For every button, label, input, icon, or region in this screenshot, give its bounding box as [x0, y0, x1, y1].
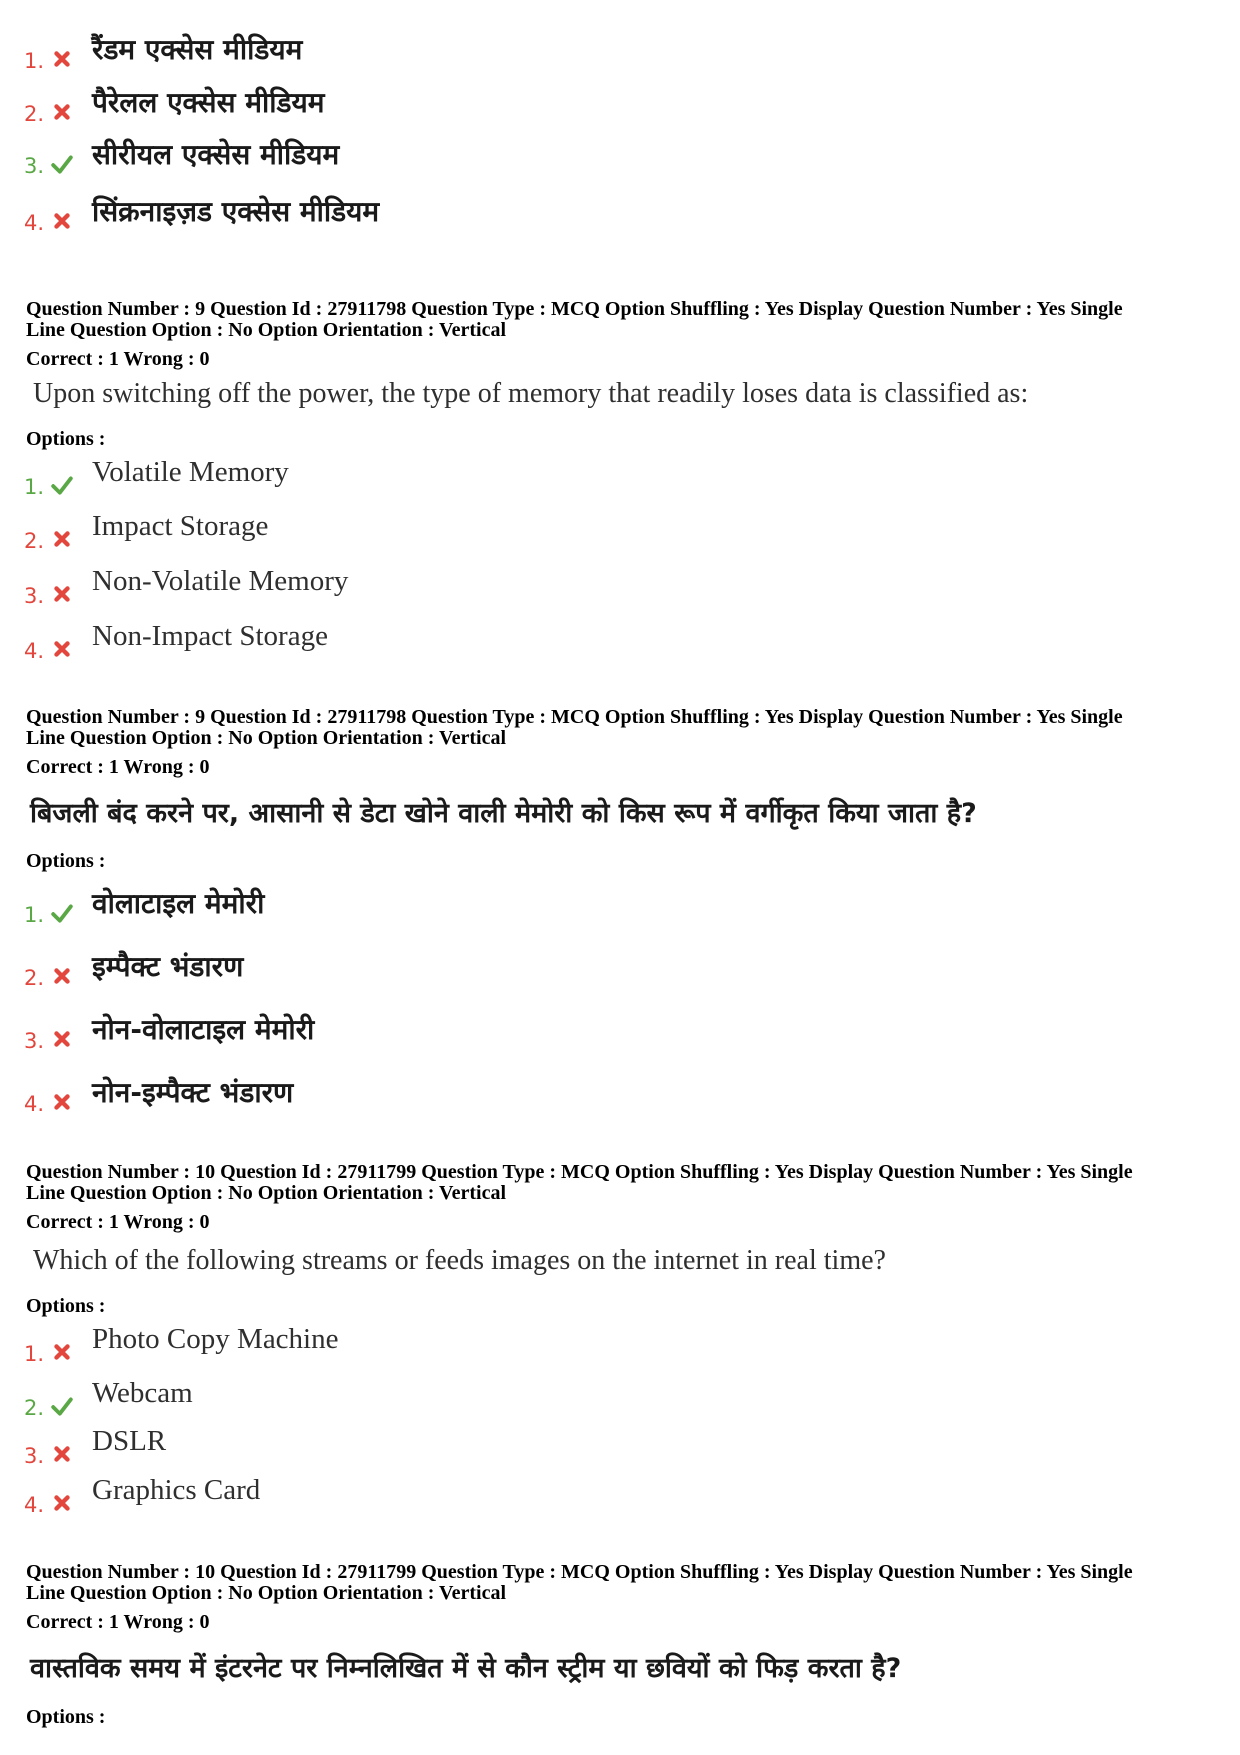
option-text: सिंक्रनाइज़ड एक्सेस मीडियम	[92, 195, 380, 228]
option-number: 3.	[24, 1444, 45, 1468]
option-text: Non-Impact Storage	[92, 620, 328, 652]
cross-icon	[51, 1443, 73, 1465]
question-text: वास्तविक समय में इंटरनेट पर निम्नलिखित में से कौन स्ट्रीम या छवियों को फिड़ करता है?	[30, 1653, 902, 1684]
option-text: रैंडम एक्सेस मीडियम	[92, 33, 303, 66]
option-item	[24, 1425, 1124, 1469]
option-number: 2.	[24, 529, 45, 553]
option-item	[24, 1010, 1124, 1054]
cross-icon	[51, 48, 73, 70]
check-icon	[51, 902, 73, 924]
option-number: 2.	[24, 1396, 45, 1420]
option-item	[24, 1323, 1124, 1367]
cross-icon	[51, 210, 73, 232]
options-label: Options :	[26, 1706, 106, 1728]
options-label: Options :	[26, 850, 106, 872]
cross-icon	[51, 1341, 73, 1363]
option-number: 4.	[24, 211, 45, 235]
option-text: पैरेलल एक्सेस मीडियम	[92, 86, 325, 119]
correct-wrong-marks: Correct : 1 Wrong : 0	[26, 348, 210, 370]
option-text: नोन-वोलाटाइल मेमोरी	[92, 1013, 315, 1046]
option-number: 3.	[24, 154, 45, 178]
cross-icon	[51, 1091, 73, 1113]
option-item	[24, 456, 1124, 500]
option-number: 4.	[24, 639, 45, 663]
question-meta	[26, 1162, 1226, 1204]
option-number: 1.	[24, 475, 45, 499]
option-number: 1.	[24, 903, 45, 927]
meta-line: Question Number : 9 Question Id : 27911798 Question Type : MCQ Option Shuffling : Yes Display Question Number : Yes Single	[26, 298, 1123, 320]
cross-icon	[51, 965, 73, 987]
option-number: 4.	[24, 1493, 45, 1517]
options-label: Options :	[26, 1295, 106, 1317]
option-number: 2.	[24, 102, 45, 126]
option-text: Graphics Card	[92, 1474, 261, 1506]
check-icon	[51, 153, 73, 175]
correct-wrong-marks: Correct : 1 Wrong : 0	[26, 756, 210, 778]
option-item	[24, 620, 1124, 664]
correct-wrong-marks: Correct : 1 Wrong : 0	[26, 1611, 210, 1633]
options-label: Options :	[26, 428, 106, 450]
meta-line: Line Question Option : No Option Orientation : Vertical	[26, 319, 507, 341]
option-number: 4.	[24, 1092, 45, 1116]
meta-line: Line Question Option : No Option Orientation : Vertical	[26, 1182, 507, 1204]
meta-line: Question Number : 9 Question Id : 27911798 Question Type : MCQ Option Shuffling : Yes Display Question Number : Yes Single	[26, 706, 1123, 728]
option-number: 2.	[24, 966, 45, 990]
option-item	[24, 947, 1124, 991]
question-meta	[26, 707, 1226, 749]
option-item	[24, 192, 1124, 236]
option-text: इम्पैक्ट भंडारण	[92, 950, 244, 983]
option-item	[24, 884, 1124, 928]
question-meta	[26, 299, 1226, 341]
option-text: सीरीयल एक्सेस मीडियम	[92, 138, 340, 171]
option-text: Photo Copy Machine	[92, 1323, 339, 1355]
meta-line: Line Question Option : No Option Orientation : Vertical	[26, 727, 507, 749]
meta-line: Question Number : 10 Question Id : 27911799 Question Type : MCQ Option Shuffling : Yes Display Question Number : Yes Single	[26, 1161, 1133, 1183]
option-item	[24, 135, 1124, 179]
meta-line: Question Number : 10 Question Id : 27911799 Question Type : MCQ Option Shuffling : Yes Display Question Number : Yes Single	[26, 1561, 1133, 1583]
question-text: Upon switching off the power, the type of memory that readily loses data is classified as:	[33, 378, 1029, 409]
option-text: नोन-इम्पैक्ट भंडारण	[92, 1076, 294, 1109]
option-text: Impact Storage	[92, 510, 269, 542]
option-text: Volatile Memory	[92, 456, 289, 488]
check-icon	[51, 474, 73, 496]
cross-icon	[51, 101, 73, 123]
option-text: वोलाटाइल मेमोरी	[92, 887, 265, 920]
option-item	[24, 510, 1124, 554]
cross-icon	[51, 528, 73, 550]
correct-wrong-marks: Correct : 1 Wrong : 0	[26, 1211, 210, 1233]
cross-icon	[51, 1028, 73, 1050]
cross-icon	[51, 1492, 73, 1514]
cross-icon	[51, 583, 73, 605]
question-text: Which of the following streams or feeds images on the internet in real time?	[33, 1245, 886, 1276]
question-meta	[26, 1562, 1226, 1604]
check-icon	[51, 1395, 73, 1417]
option-number: 1.	[24, 49, 45, 73]
option-item	[24, 1377, 1124, 1421]
option-number: 3.	[24, 584, 45, 608]
meta-line: Line Question Option : No Option Orientation : Vertical	[26, 1582, 507, 1604]
option-item	[24, 30, 1124, 74]
option-number: 3.	[24, 1029, 45, 1053]
option-number: 1.	[24, 1342, 45, 1366]
option-text: Non-Volatile Memory	[92, 565, 349, 597]
question-text: बिजली बंद करने पर, आसानी से डेटा खोने वाली मेमोरी को किस रूप में वर्गीकृत किया जाता है?	[30, 798, 977, 829]
option-text: Webcam	[92, 1377, 193, 1409]
option-text: DSLR	[92, 1425, 167, 1457]
option-item	[24, 1073, 1124, 1117]
cross-icon	[51, 638, 73, 660]
option-item	[24, 1474, 1124, 1518]
option-item	[24, 83, 1124, 127]
option-item	[24, 565, 1124, 609]
